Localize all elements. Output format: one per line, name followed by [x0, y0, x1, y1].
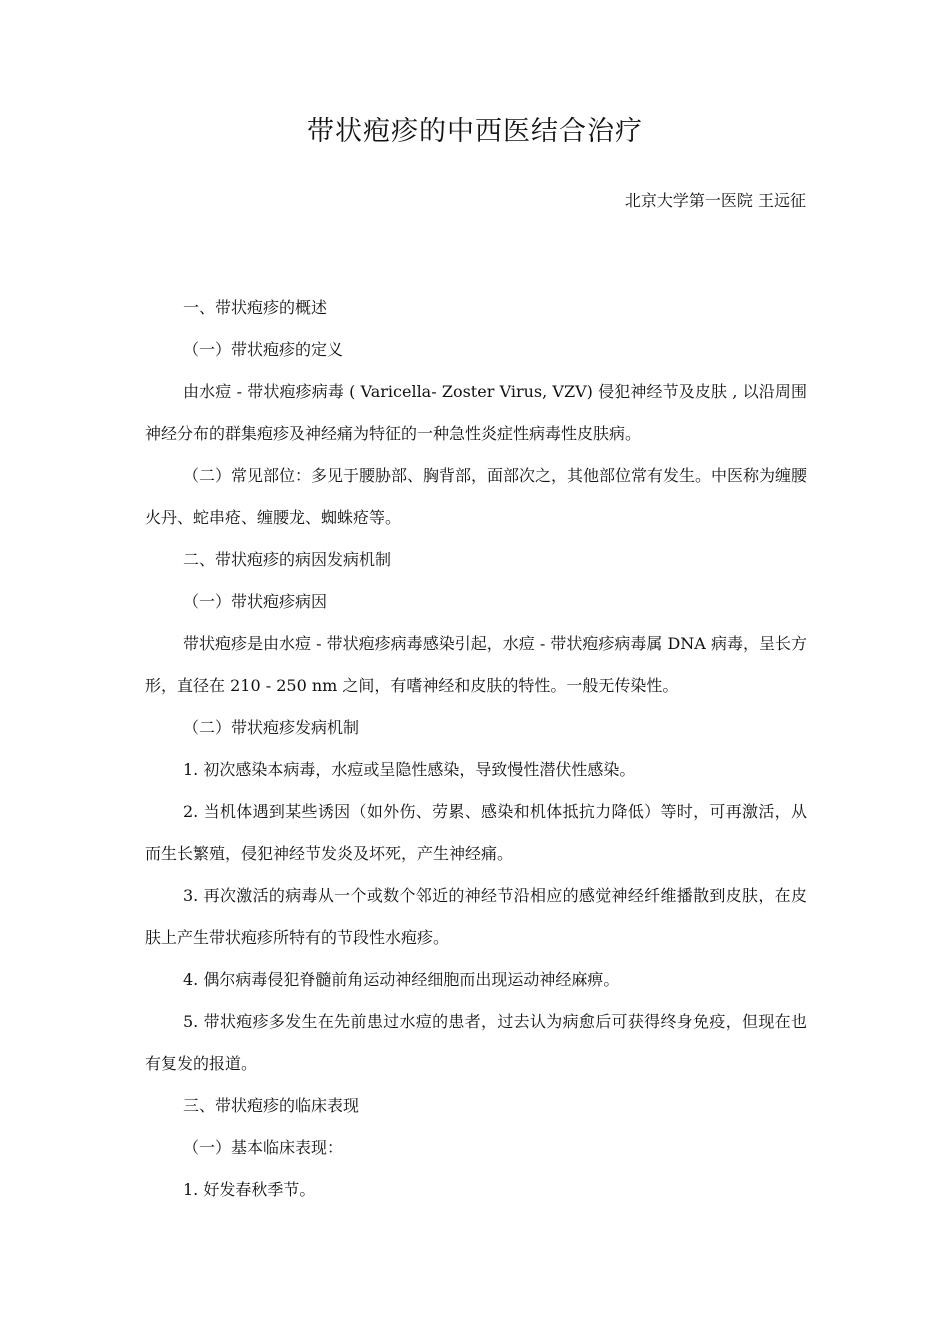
list-item-mechanism-2: 2. 当机体遇到某些诱因（如外伤、劳累、感染和机体抵抗力降低）等时，可再激活，从而生长繁殖，侵犯神经节发炎及坏死，产生神经痛。: [145, 802, 807, 863]
list-item-mechanism-5: 5. 带状疱疹多发生在先前患过水痘的患者，过去认为病愈后可获得终身免疫，但现在也有复发的报道。: [145, 1012, 807, 1073]
subsection-heading-definition: （一）带状疱疹的定义: [183, 340, 344, 359]
subsection-heading-basic-clinical: （一）基本临床表现：: [183, 1138, 344, 1157]
paragraph-cause: 带状疱疹是由水痘 - 带状疱疹病毒感染引起，水痘 - 带状疱疹病毒属 DNA 病毒，呈长方形，直径在 210 - 250 nm 之间，有嗜神经和皮肤的特性。一般无传染性。: [145, 634, 807, 695]
list-item-clinical-1: 1. 好发春秋季节。: [183, 1180, 316, 1199]
list-item-mechanism-4: 4. 偶尔病毒侵犯脊髓前角运动神经细胞而出现运动神经麻痹。: [183, 970, 620, 989]
document-body: [145, 287, 807, 1211]
subsection-heading-mechanism: （二）带状疱疹发病机制: [183, 718, 360, 737]
document-title: 带状疱疹的中西医结合治疗: [307, 116, 643, 147]
author-line: 北京大学第一医院 王远征: [624, 191, 806, 210]
paragraph-common-sites: （二）常见部位：多见于腰胁部、胸背部，面部次之，其他部位常有发生。中医称为缠腰火丹、蛇串疮、缠腰龙、蜘蛛疮等。: [145, 466, 808, 527]
paragraph-definition: 由水痘 - 带状疱疹病毒 ( Varicella- Zoster Virus, VZV) 侵犯神经节及皮肤 , 以沿周围神经分布的群集疱疹及神经痛为特征的一种急性炎症性病毒性皮肤病。: [145, 382, 807, 443]
section-heading-etiology: 二、带状疱疹的病因发病机制: [183, 550, 392, 569]
list-item-mechanism-1: 1. 初次感染本病毒，水痘或呈隐性感染，导致慢性潜伏性感染。: [183, 760, 636, 779]
subsection-heading-cause: （一）带状疱疹病因: [183, 592, 328, 611]
list-item-mechanism-3: 3. 再次激活的病毒从一个或数个邻近的神经节沿相应的感觉神经纤维播散到皮肤，在皮肤上产生带状疱疹所特有的节段性水疱疹。: [145, 886, 807, 947]
section-heading-clinical: 三、带状疱疹的临床表现: [183, 1096, 360, 1115]
section-heading-overview: 一、带状疱疹的概述: [183, 298, 328, 317]
